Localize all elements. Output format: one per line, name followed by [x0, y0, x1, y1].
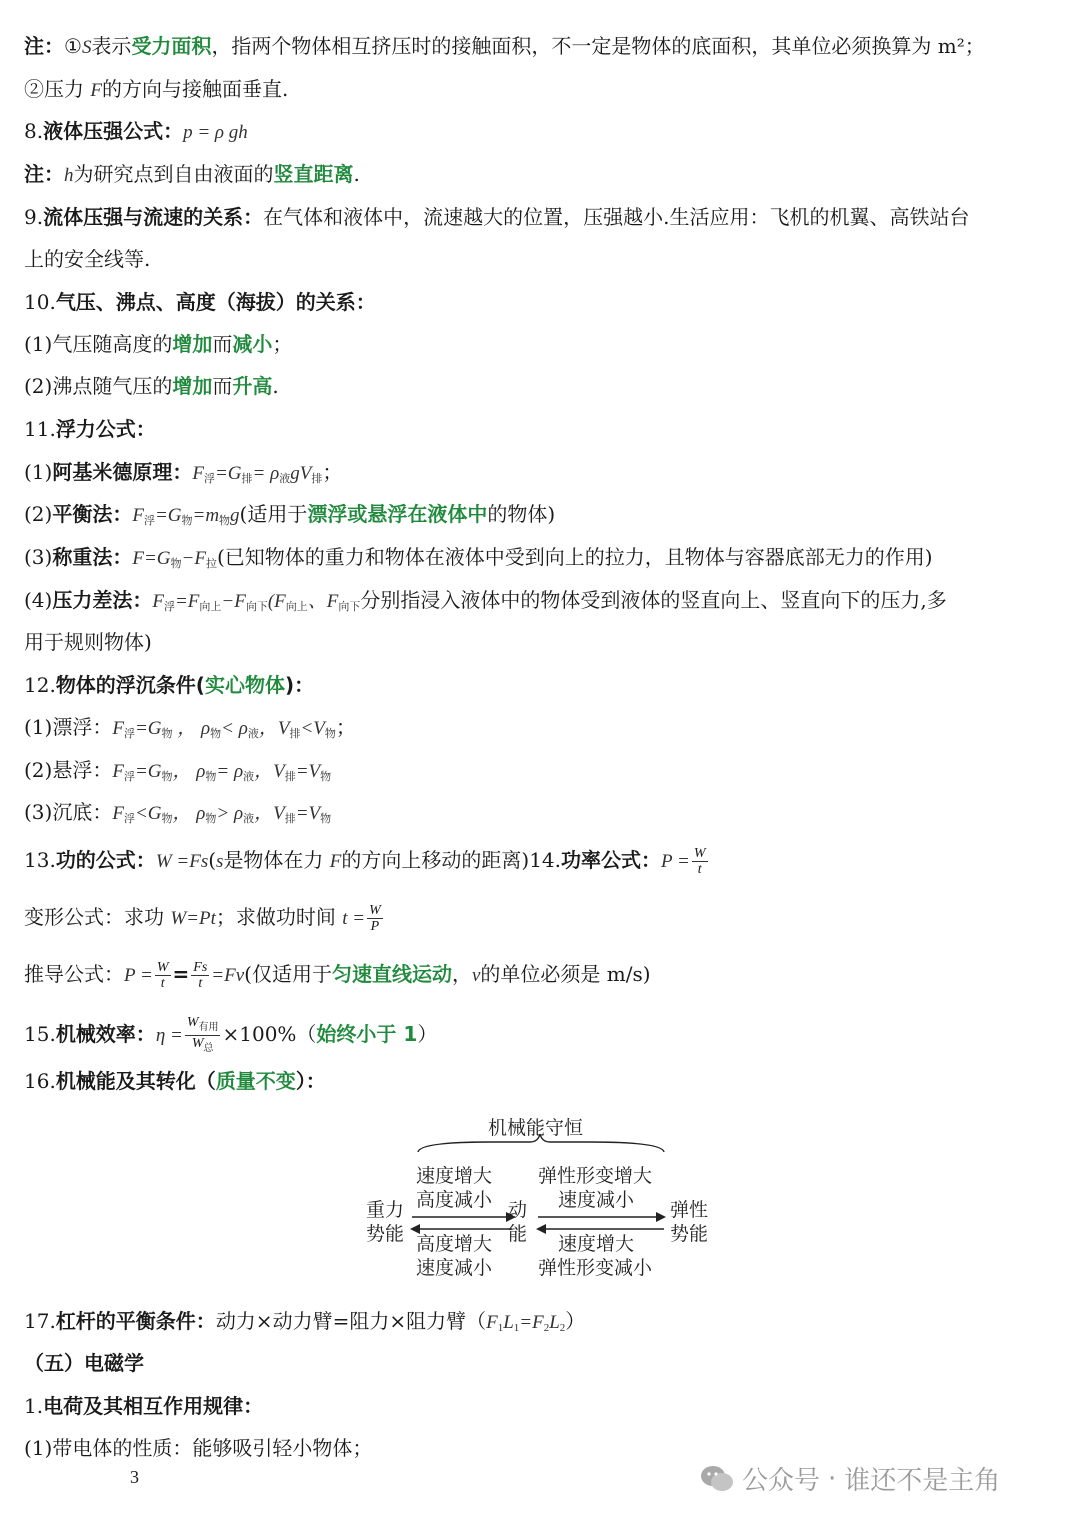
- elastic-pe-label-1: 弹性: [670, 1199, 709, 1221]
- em-item-1-1: (1)带电体的性质：能够吸引轻小物体；: [24, 1436, 373, 1460]
- em-item-1: 1.电荷及其相互作用规律：: [24, 1394, 264, 1418]
- item-12-1: (1)漂浮：$F_浮=G_物$ ， $\rho_物< \rho_液$，$V_排<V_物$；: [24, 715, 356, 740]
- item-9: 9.流体压强与流速的关系：在气体和液体中，流速越大的位置，压强越小.生活应用：飞机的机翼、高铁站台: [24, 205, 970, 229]
- right-upper-1: 弹性形变增大: [538, 1165, 653, 1187]
- note-line-1: 注：①S表示受力面积，指两个物体相互挤压时的接触面积，不一定是物体的底面积，其单位必须换算为 m²；: [24, 34, 985, 58]
- item-10-1: (1)气压随高度的增加而减小；: [24, 332, 293, 356]
- watermark-dot: ·: [828, 1463, 837, 1494]
- item-11-1: (1)阿基米德原理：$F_浮=G_排= \rho_液gV_排$；: [24, 460, 343, 485]
- derived-formula: 推导公式：P = $\frac{W}{t}$ = $\frac{Fs}{t}$ =Fv(仅适用于匀速直线运动，v的单位必须是 m/s): [24, 960, 651, 991]
- item-10-2: (2)沸点随气压的增加而升高.: [24, 374, 279, 398]
- item-11: 11.浮力公式：: [24, 417, 156, 441]
- watermark-account-name: 谁还不是主角: [844, 1466, 1001, 1496]
- item-11-2: (2)平衡法：$F_浮=G_物=m_物g$(适用于漂浮或悬浮在液体中的物体): [24, 502, 556, 527]
- right-lower-1: 速度增大: [558, 1233, 635, 1255]
- left-upper-2: 高度减小: [416, 1189, 493, 1211]
- item-12-2: (2)悬浮：$F_浮=G_物$， $\rho_物= \rho_液$，$V_排=V_物$: [24, 758, 332, 783]
- item-17: 17.杠杆的平衡条件：动力×动力臂=阻力×阻力臂$(F_1L_1=F_2L_2)$: [24, 1309, 586, 1334]
- page-number: 3: [130, 1467, 139, 1487]
- watermark: [700, 1460, 1000, 1497]
- kinetic-label-2: 能: [508, 1223, 528, 1245]
- note-line-3: 注：h为研究点到自由液面的竖直距离.: [24, 162, 360, 186]
- diagram-title: 机械能守恒: [488, 1117, 584, 1139]
- item-16: 16.机械能及其转化（质量不变）：: [24, 1069, 326, 1093]
- transform-formula: 变形公式：求功 W=Pt；求做功时间 t = $\frac{W}{P}$: [24, 903, 381, 934]
- derived-fraction-2: $\frac{Fs}{t}$: [193, 960, 208, 991]
- derived-fraction-1: $\frac{W}{t}$: [156, 960, 169, 991]
- wechat-icon: [700, 1464, 734, 1494]
- time-fraction: $\frac{W}{P}$: [369, 903, 381, 934]
- watermark-account-type: 公众号: [742, 1466, 821, 1496]
- right-upper-2: 速度减小: [558, 1189, 635, 1211]
- kinetic-label-1: 动: [508, 1199, 528, 1221]
- item-13-14: 13.功的公式：W =Fs(s是物体在力 F的方向上移动的距离)14.功率公式：P = $\frac{W}{t}$: [24, 846, 706, 877]
- item-12: 12.物体的浮沉条件(实心物体)：: [24, 673, 315, 697]
- power-fraction: $\frac{W}{t}$: [693, 846, 706, 877]
- section-heading-electromagnetism: （五）电磁学: [24, 1351, 144, 1375]
- item-10: 10.气压、沸点、高度（海拔）的关系：: [24, 290, 376, 314]
- item-12-3: (3)沉底：$F_浮<G_物$， $\rho_物> \rho_液$，$V_排=V_物$: [24, 800, 332, 825]
- left-lower-1: 高度增大: [416, 1233, 493, 1255]
- item-15: 15.机械效率：η = $\frac{W_{有用}}{W_总}$ ×100%（始终小于 1）: [24, 1015, 438, 1054]
- item-8: 8.液体压强公式：p = ρ gh: [24, 119, 248, 143]
- efficiency-fraction: $\frac{W_{有用}}{W_总}$: [186, 1015, 219, 1054]
- left-upper-1: 速度增大: [416, 1165, 493, 1187]
- item-11-4-cont: 用于规则物体): [24, 630, 152, 654]
- left-lower-2: 速度减小: [416, 1257, 493, 1279]
- item-11-4: (4)压力差法：$F_浮=F_{向上}-F_{向下}(F_{向上}$、$F_{向下}$分别指浸入液体中的物体受到液体的竖直向上、竖直向下的压力,多: [24, 588, 947, 613]
- elastic-pe-label-2: 势能: [670, 1223, 709, 1245]
- gravity-pe-label-1: 重力: [366, 1199, 405, 1221]
- mechanical-energy-diagram: [340, 1110, 740, 1290]
- right-lower-2: 弹性形变减小: [538, 1257, 653, 1279]
- item-9-cont: 上的安全线等.: [24, 247, 151, 271]
- item-11-3: (3)称重法：$F=G_物-F_拉$(已知物体的重力和物体在液体中受到向上的拉力，且物体与容器底部无力的作用): [24, 545, 933, 570]
- gravity-pe-label-2: 势能: [366, 1223, 405, 1245]
- note-line-2: ②压力 F的方向与接触面垂直.: [24, 77, 289, 101]
